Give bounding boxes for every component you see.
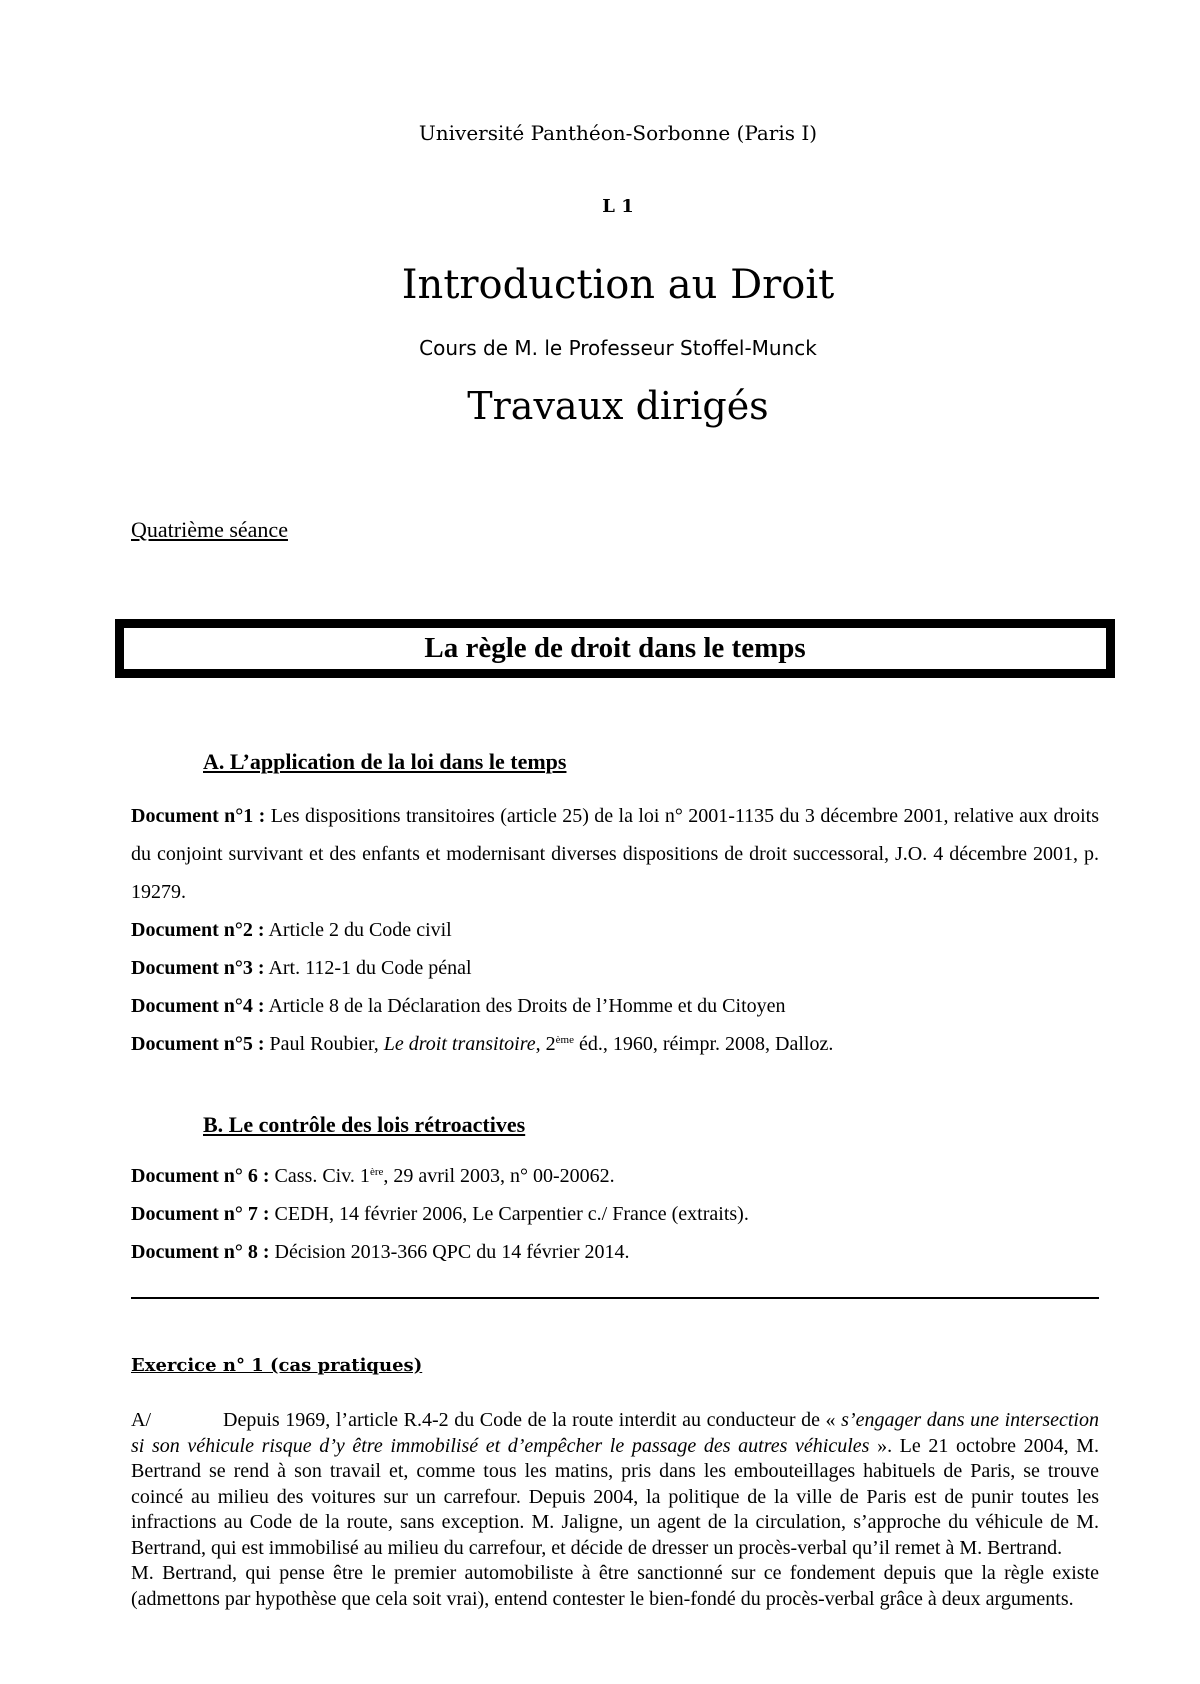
- document-item: [131, 987, 1099, 1025]
- theme-title: La règle de droit dans le temps: [424, 632, 806, 664]
- session-label: Quatrième séance: [131, 517, 288, 542]
- superscript: ère: [369, 1166, 384, 1178]
- course-instructor: Cours de M. le Professeur Stoffel-Munck: [419, 336, 817, 360]
- horizontal-rule: [131, 1297, 1099, 1299]
- exercise-paragraph: [131, 1408, 1099, 1561]
- exercise-heading: Exercice n° 1 (cas pratiques): [131, 1355, 423, 1376]
- exercise-paragraph: M. Bertrand, qui pense être le premier automobiliste à être sanctionné sur ce fondement depuis que la règle existe (admettons par hypothèse que cela soit vrai), entend contester le bien-fondé du procès-verbal grâce à deux arguments.: [131, 1562, 1099, 1610]
- document-label: Document n°3 :: [131, 957, 265, 979]
- theme-box: [115, 619, 1115, 678]
- section-b-heading: B. Le contrôle des lois rétroactives: [203, 1112, 526, 1137]
- document-text: Paul Roubier,: [264, 1033, 384, 1055]
- document-item: [131, 1195, 1099, 1233]
- document-item: [131, 949, 1099, 987]
- document-subtitle: Travaux dirigés: [467, 384, 769, 428]
- university-name: Université Panthéon-Sorbonne (Paris I): [418, 121, 818, 145]
- document-text: Cass. Civ. 1: [269, 1165, 370, 1187]
- document-item: [131, 797, 1099, 911]
- document-label: Document n°2 :: [131, 919, 265, 941]
- document-text: , 29 avril 2003, n° 00-20062.: [383, 1165, 615, 1187]
- document-label: Document n° 6 :: [131, 1165, 270, 1187]
- document-label: Document n°5 :: [131, 1033, 265, 1055]
- document-item: [131, 911, 1099, 949]
- exercise-text: ». Le 21 octobre 2004, M. Bertrand se rend à son travail et, comme tous les matins, pris dans les embouteillages habituels de Paris, se trouve coincé au milieu des voitures sur un carrefour. Depuis 2004, la politique de la ville de Paris est de punir toutes les infractions au Code de la route, sans exception. M. Jaligne, un agent de la circulation, s’approche du véhicule de M. Bertrand, qui est immobilisé au milieu du carrefour, et décide de dresser un procès-verbal qu’il remet à M. Bertrand.: [131, 1434, 1099, 1559]
- document-text: CEDH, 14 février 2006, Le Carpentier c./ France (extraits).: [269, 1203, 749, 1225]
- document-book-title: Le droit transitoire: [383, 1033, 536, 1055]
- document-label: Document n°1 :: [131, 805, 266, 827]
- document-title: Introduction au Droit: [401, 262, 835, 308]
- document-text: , 2: [535, 1033, 556, 1055]
- document-item: [131, 1233, 1099, 1271]
- section-a-heading: A. L’application de la loi dans le temps: [203, 749, 567, 774]
- exercise-marker: A/: [131, 1409, 151, 1431]
- document-label: Document n° 8 :: [131, 1241, 270, 1263]
- course-level: L 1: [602, 196, 634, 217]
- document-item: [131, 1025, 1099, 1063]
- document-text: Art. 112-1 du Code pénal: [264, 957, 472, 979]
- exercise-body: [131, 1408, 1099, 1612]
- document-text: Article 2 du Code civil: [264, 919, 452, 941]
- document-text: Les dispositions transitoires (article 25) de la loi n° 2001-1135 du 3 décembre 2001, relative aux droits du conjoint survivant et des enfants et modernisant diverses dispositions de droit successoral, J.O. 4 décembre 2001, p. 19279.: [131, 805, 1100, 903]
- document-label: Document n°4 :: [131, 995, 265, 1017]
- document-text: éd., 1960, réimpr. 2008, Dalloz.: [573, 1033, 834, 1055]
- document-item: [131, 1157, 1099, 1195]
- document-text: Article 8 de la Déclaration des Droits de l’Homme et du Citoyen: [264, 995, 786, 1017]
- document-text: Décision 2013-366 QPC du 14 février 2014.: [269, 1241, 630, 1263]
- document-label: Document n° 7 :: [131, 1203, 270, 1225]
- quoted-rule: s’engager dans une intersection si son véhicule risque d’y être immobilisé et d’empêcher le passage des autres véhicules: [131, 1409, 1099, 1457]
- superscript: ème: [555, 1034, 574, 1046]
- exercise-text: Depuis 1969, l’article R.4-2 du Code de la route interdit au conducteur de «: [223, 1409, 842, 1431]
